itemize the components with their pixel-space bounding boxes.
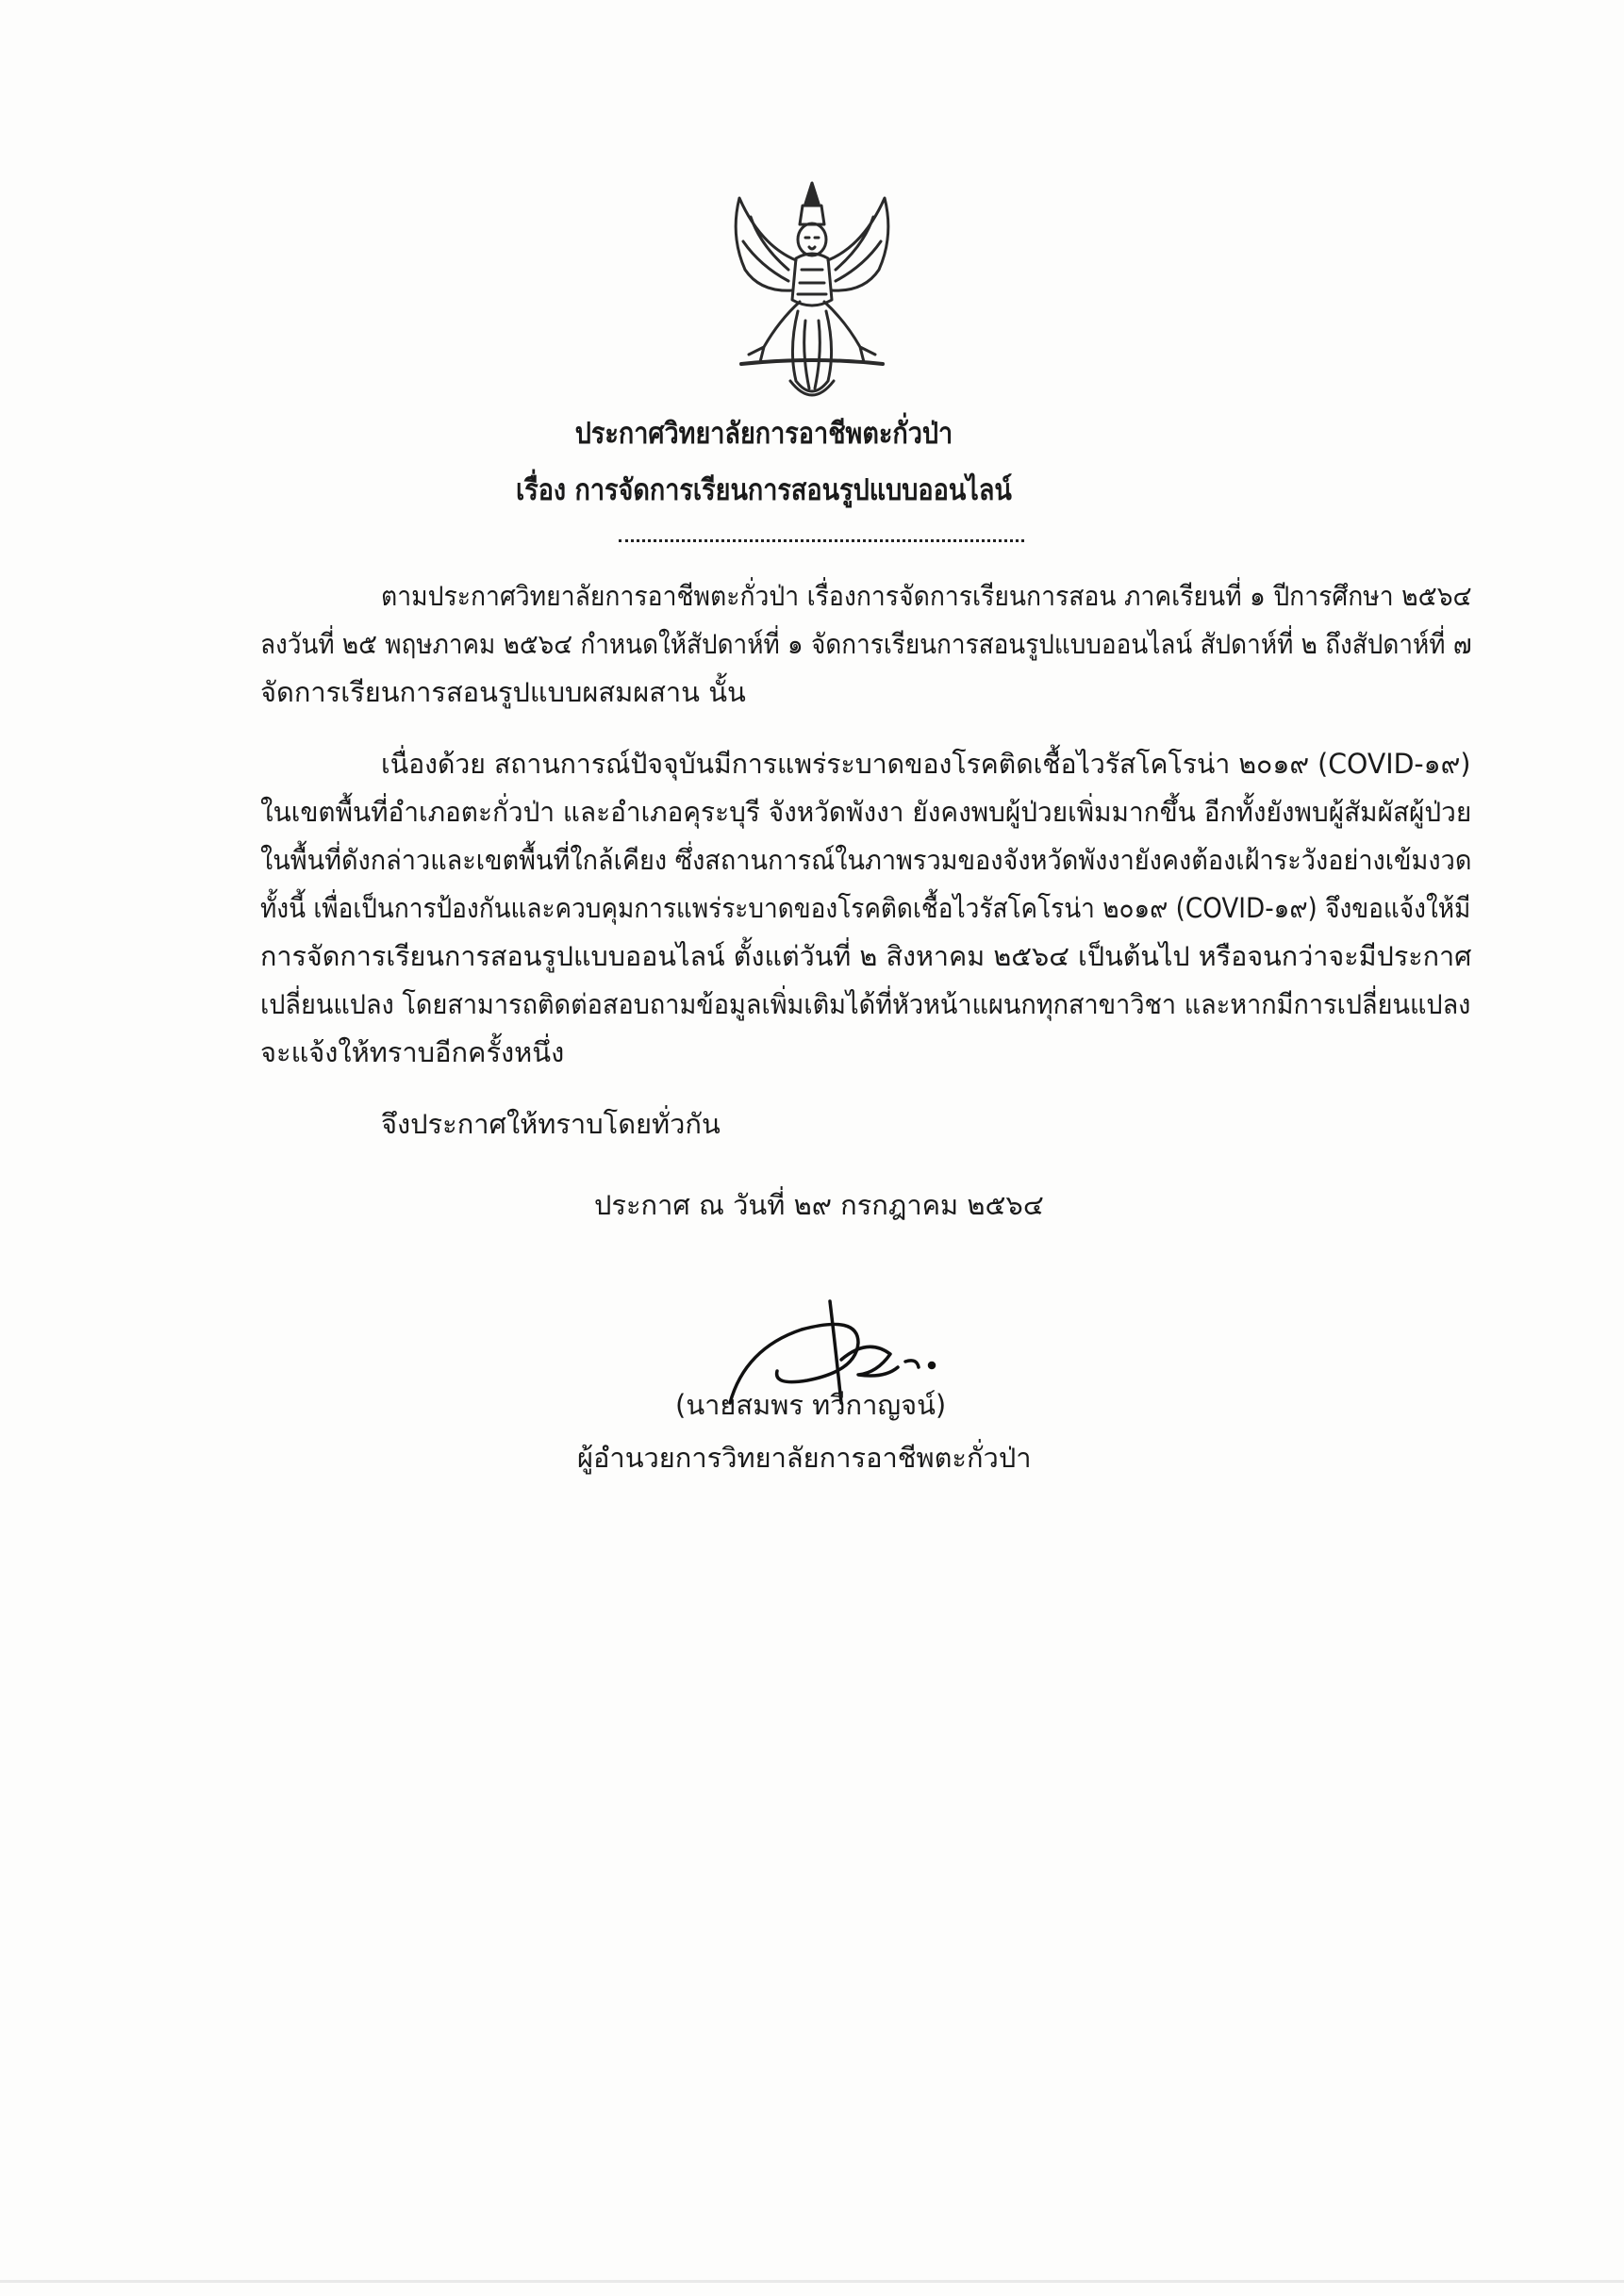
paragraph-2-line-6: เปลี่ยนแปลง โดยสามารถติดต่อสอบถามข้อมูลเพิ่มเติมได้ที่หัวหน้าแผนกทุกสาขาวิชา และหากมีการเปลี่ยนแปลง	[260, 988, 1471, 1020]
signatory-name: (นายสมพร ทวีกาญจน์)	[675, 1389, 947, 1421]
paragraph-2-line-1: เนื่องด้วย สถานการณ์ปัจจุบันมีการแพร่ระบาดของโรคติดเชื้อไวรัสโคโรน่า ๒๐๑๙ (COVID-๑๙)	[381, 748, 1471, 780]
paragraph-1-line-3: จัดการเรียนการสอนรูปแบบผสมผสาน นั้น	[260, 676, 746, 708]
announcement-date: ประกาศ ณ วันที่ ๒๙ กรกฎาคม ๒๕๖๔	[594, 1189, 1044, 1221]
page-bottom-edge	[0, 2280, 1624, 2283]
garuda-emblem-icon	[722, 179, 902, 411]
paragraph-2-line-7: จะแจ้งให้ทราบอีกครั้งหนึ่ง	[260, 1036, 565, 1068]
closing-statement: จึงประกาศให้ทราบโดยทั่วกัน	[381, 1108, 721, 1140]
signatory-position: ผู้อำนวยการวิทยาลัยการอาชีพตะกั่วป่า	[577, 1442, 1032, 1474]
paragraph-2-line-5: การจัดการเรียนการสอนรูปแบบออนไลน์ ตั้งแต่วันที่ ๒ สิงหาคม ๒๕๖๔ เป็นต้นไป หรือจนกว่าจะมีประกาศ	[260, 940, 1472, 972]
announcement-title: ประกาศวิทยาลัยการอาชีพตะกั่วป่า	[574, 417, 953, 451]
paragraph-2-line-2: ในเขตพื้นที่อำเภอตะกั่วป่า และอำเภอคุระบุรี จังหวัดพังงา ยังคงพบผู้ป่วยเพิ่มมากขึ้น อีกทั้งยังพบผู้สัมผัสผู้ป่วย	[260, 796, 1472, 828]
paragraph-1-line-1: ตามประกาศวิทยาลัยการอาชีพตะกั่วป่า เรื่องการจัดการเรียนการสอน ภาคเรียนที่ ๑ ปีการศึกษา ๒๕๖๔	[381, 580, 1472, 612]
title-separator	[619, 539, 1024, 542]
announcement-subject: เรื่อง การจัดการเรียนการสอนรูปแบบออนไลน์	[515, 473, 1012, 507]
paragraph-2-line-3: ในพื้นที่ดังกล่าวและเขตพื้นที่ใกล้เคียง ซึ่งสถานการณ์ในภาพรวมของจังหวัดพังงายังคงต้องเฝ้าระวังอย่างเข้มงวด	[260, 844, 1472, 876]
paragraph-1-line-2: ลงวันที่ ๒๕ พฤษภาคม ๒๕๖๔ กำหนดให้สัปดาห์ที่ ๑ จัดการเรียนการสอนรูปแบบออนไลน์ สัปดาห์ที่ ๒ ถึงสัปดาห์ที่ ๗	[260, 628, 1472, 660]
paragraph-2-line-4: ทั้งนี้ เพื่อเป็นการป้องกันและควบคุมการแพร่ระบาดของโรคติดเชื้อไวรัสโคโรน่า ๒๐๑๙ (COVID-๑๙) จึงขอแจ้งให้มี	[260, 892, 1471, 924]
